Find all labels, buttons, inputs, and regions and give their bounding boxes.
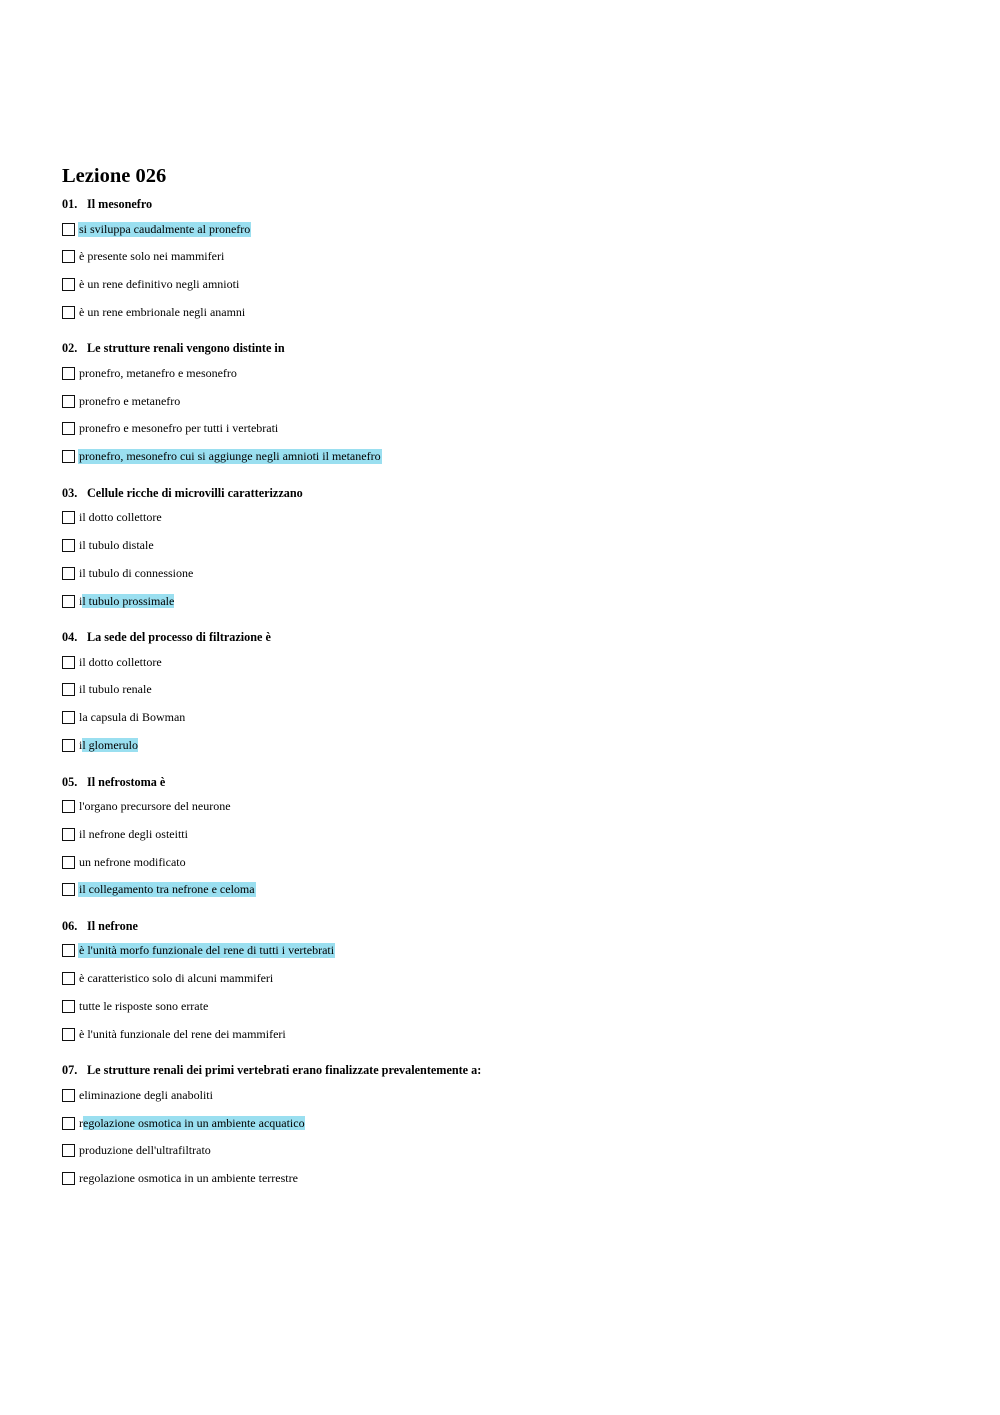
answer-checkbox[interactable]	[62, 828, 75, 841]
question-list	[62, 197, 962, 1187]
answer-text: il tubulo distale	[79, 538, 154, 553]
answer-checkbox[interactable]	[62, 972, 75, 985]
answer-option[interactable]	[62, 682, 962, 698]
answer-checkbox[interactable]	[62, 250, 75, 263]
answer-option[interactable]	[62, 654, 962, 670]
answer-text: regolazione osmotica in un ambiente terrestre	[79, 1171, 298, 1186]
answer-checkbox[interactable]	[62, 367, 75, 380]
answer-option[interactable]	[62, 999, 962, 1015]
question-text: Le strutture renali dei primi vertebrati erano finalizzate prevalentemente a:	[87, 1063, 482, 1078]
answer-checkbox[interactable]	[62, 711, 75, 724]
question-block	[62, 341, 962, 464]
question-number: 03.	[62, 485, 78, 500]
answer-checkbox[interactable]	[62, 883, 75, 896]
question-heading	[62, 341, 962, 355]
answer-option[interactable]	[62, 538, 962, 554]
answer-option[interactable]	[62, 421, 962, 437]
answer-text	[78, 594, 175, 609]
answer-option[interactable]	[62, 971, 962, 987]
answer-text-prefix: i	[79, 738, 83, 753]
answer-text: pronefro, metanefro e mesonefro	[79, 365, 237, 380]
answer-checkbox[interactable]	[62, 223, 75, 236]
question-text: Il nefrone	[87, 918, 138, 933]
answer-checkbox[interactable]	[62, 683, 75, 696]
answer-option[interactable]	[62, 277, 962, 293]
answer-option[interactable]	[62, 593, 962, 609]
answer-option[interactable]	[62, 221, 962, 237]
answer-text-prefix: i	[79, 593, 83, 608]
answer-text-highlighted: l tubulo prossimale	[82, 593, 175, 608]
answer-text: il dotto collettore	[79, 654, 162, 669]
question-heading	[62, 630, 962, 644]
answer-option[interactable]	[62, 510, 962, 526]
question-number: 04.	[62, 630, 78, 645]
answer-text: l'organo precursore del neurone	[79, 799, 231, 814]
question-heading	[62, 486, 962, 500]
answer-text: è presente solo nei mammiferi	[79, 249, 225, 264]
question-text: Le strutture renali vengono distinte in	[87, 341, 285, 356]
answer-checkbox[interactable]	[62, 567, 75, 580]
answer-text: la capsula di Bowman	[79, 710, 186, 725]
answer-checkbox[interactable]	[62, 1089, 75, 1102]
answer-text: tutte le risposte sono errate	[79, 999, 209, 1014]
answer-text: pronefro e metanefro	[79, 393, 181, 408]
answer-text: è un rene definitivo negli amnioti	[79, 277, 240, 292]
answer-option[interactable]	[62, 249, 962, 265]
question-block	[62, 630, 962, 753]
answer-text: eliminazione degli anaboliti	[79, 1087, 213, 1102]
answer-text: il tubulo di connessione	[79, 565, 194, 580]
answer-text: pronefro, mesonefro cui si aggiunge negli amnioti il metanefro	[79, 449, 381, 464]
answer-option[interactable]	[62, 1115, 962, 1131]
answer-text-prefix: r	[79, 1115, 83, 1130]
answer-checkbox[interactable]	[62, 278, 75, 291]
answer-checkbox[interactable]	[62, 422, 75, 435]
question-heading	[62, 197, 962, 211]
answer-option[interactable]	[62, 304, 962, 320]
answer-text: è l'unità morfo funzionale del rene di tutti i vertebrati	[79, 943, 335, 958]
question-number: 05.	[62, 774, 78, 789]
answer-option[interactable]	[62, 882, 962, 898]
answer-checkbox[interactable]	[62, 1172, 75, 1185]
answer-option[interactable]	[62, 1143, 962, 1159]
answer-option[interactable]	[62, 565, 962, 581]
answer-text-highlighted: egolazione osmotica in un ambiente acquatico	[83, 1115, 305, 1130]
answer-checkbox[interactable]	[62, 306, 75, 319]
answer-option[interactable]	[62, 854, 962, 870]
answer-option[interactable]	[62, 826, 962, 842]
answer-text: il dotto collettore	[79, 510, 162, 525]
answer-checkbox[interactable]	[62, 1028, 75, 1041]
question-number: 02.	[62, 341, 78, 356]
answer-option[interactable]	[62, 710, 962, 726]
answer-checkbox[interactable]	[62, 539, 75, 552]
answer-option[interactable]	[62, 365, 962, 381]
answer-checkbox[interactable]	[62, 739, 75, 752]
answer-text	[78, 1116, 306, 1131]
answer-checkbox[interactable]	[62, 395, 75, 408]
question-heading	[62, 775, 962, 789]
question-heading	[62, 919, 962, 933]
question-text: Il mesonefro	[87, 197, 153, 211]
question-block	[62, 486, 962, 609]
answer-checkbox[interactable]	[62, 656, 75, 669]
answer-option[interactable]	[62, 449, 962, 465]
answer-text: produzione dell'ultrafiltrato	[79, 1143, 211, 1158]
answer-checkbox[interactable]	[62, 450, 75, 463]
answer-option[interactable]	[62, 1026, 962, 1042]
answer-checkbox[interactable]	[62, 1000, 75, 1013]
question-number: 06.	[62, 918, 78, 933]
answer-checkbox[interactable]	[62, 511, 75, 524]
answer-text: è l'unità funzionale del rene dei mammiferi	[79, 1026, 286, 1041]
answer-option[interactable]	[62, 943, 962, 959]
answer-option[interactable]	[62, 1087, 962, 1103]
answer-text-highlighted: l glomerulo	[82, 738, 139, 753]
answer-checkbox[interactable]	[62, 595, 75, 608]
answer-option[interactable]	[62, 738, 962, 754]
answer-checkbox[interactable]	[62, 1117, 75, 1130]
answer-option[interactable]	[62, 393, 962, 409]
answer-checkbox[interactable]	[62, 800, 75, 813]
answer-checkbox[interactable]	[62, 1144, 75, 1157]
question-text: Il nefrostoma è	[87, 774, 166, 789]
question-number: 01.	[62, 197, 78, 211]
lesson-title: Lezione 026	[62, 165, 167, 187]
question-heading	[62, 1063, 962, 1077]
answer-text: un nefrone modificato	[79, 854, 186, 869]
answer-checkbox[interactable]	[62, 856, 75, 869]
question-block	[62, 775, 962, 898]
question-block	[62, 197, 962, 320]
answer-text: il collegamento tra nefrone e celoma	[79, 882, 255, 897]
answer-text: è caratteristico solo di alcuni mammiferi	[79, 971, 274, 986]
answer-option[interactable]	[62, 799, 962, 815]
answer-text: è un rene embrionale negli anamni	[79, 304, 246, 319]
document-page	[62, 163, 962, 1187]
answer-text: il tubulo renale	[79, 682, 152, 697]
question-text: La sede del processo di filtrazione è	[87, 630, 271, 645]
answer-text: pronefro e mesonefro per tutti i vertebrati	[79, 421, 279, 436]
answer-text	[78, 738, 139, 753]
answer-text: si sviluppa caudalmente al pronefro	[79, 221, 251, 236]
question-block	[62, 919, 962, 1042]
question-block	[62, 1063, 962, 1186]
answer-option[interactable]	[62, 1171, 962, 1187]
answer-checkbox[interactable]	[62, 944, 75, 957]
answer-text: il nefrone degli osteitti	[79, 826, 188, 841]
question-text: Cellule ricche di microvilli caratterizzano	[87, 485, 303, 500]
question-number: 07.	[62, 1063, 78, 1078]
